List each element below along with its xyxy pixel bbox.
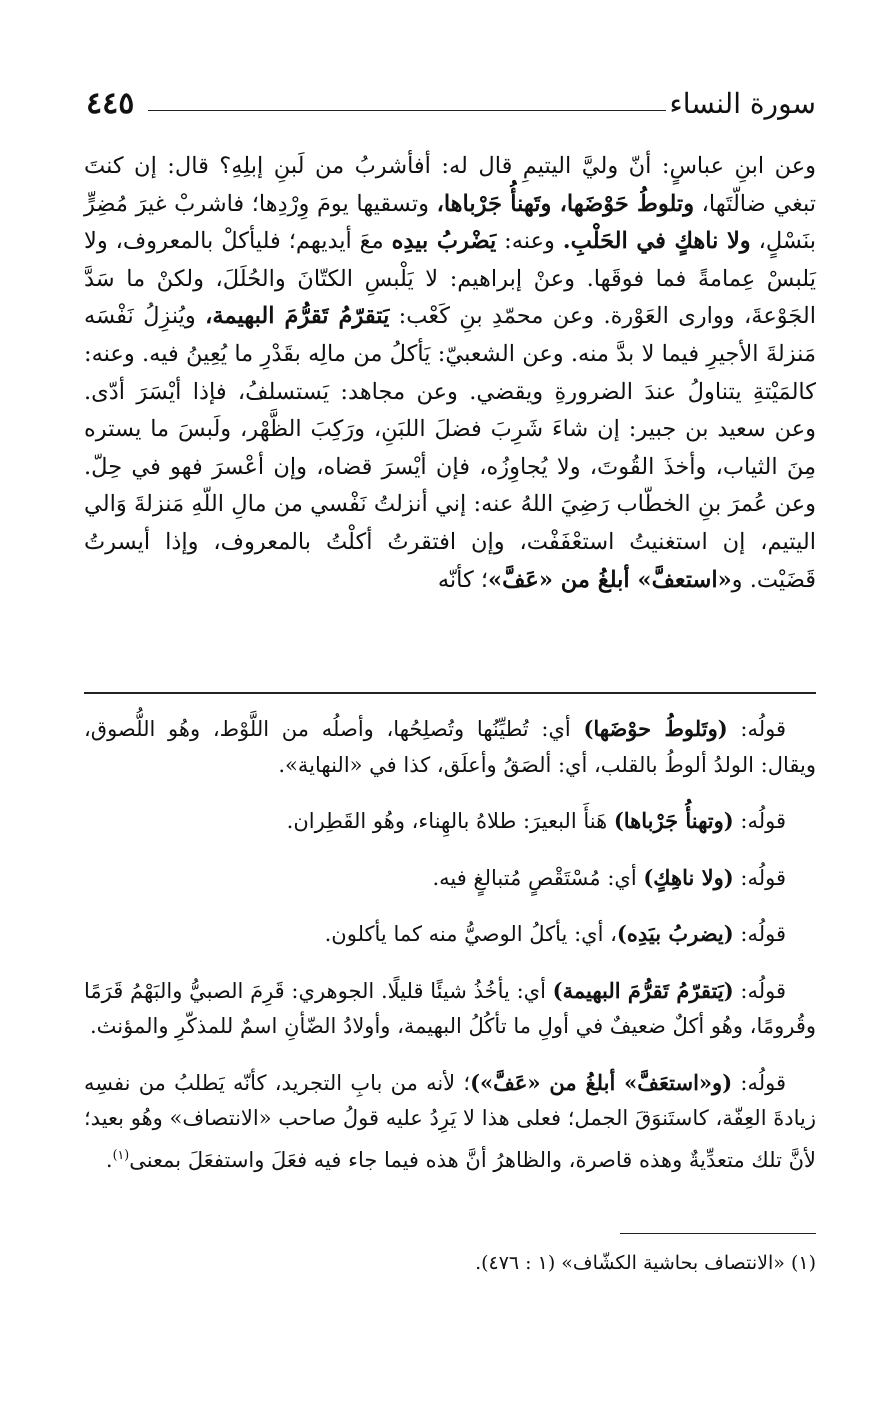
note-text: أي: مُسْتَقْصٍ مُتبالغٍ فيه. bbox=[432, 865, 644, 890]
note-text: أي: يأخُذُ شيئًا قليلًا. الجوهري: قَرِمَ الصبيُّ والبَهْمُ قَرَمًا وقُرومًا، وهُو أكلٌ ضعيفٌ في أولِ ما تأكُلُ البهيمة، وأولادُ الضّأنِ اسمٌ للمذكّرِ والمؤنث. bbox=[84, 978, 816, 1038]
note-label: قولُه: bbox=[732, 1070, 786, 1095]
commentary-note bbox=[84, 860, 816, 897]
note-text: ، أي: يأكلُ الوصيُّ منه كما يأكلون. bbox=[324, 922, 617, 946]
note-lemma: (و«استعَفَّ» أبلغُ من «عَفَّ») bbox=[470, 1069, 733, 1095]
note-lemma: (وتَلوطُ حوْضَها) bbox=[583, 716, 728, 741]
note-label: قولُه: bbox=[727, 717, 786, 741]
main-bold-segment: يَتقرّمُ تَقرُّمَ البهيمة، bbox=[205, 303, 390, 330]
note-lemma: (يَتقرّمُ تَقرُّمَ البهيمة) bbox=[552, 977, 734, 1003]
footnote-marker: (١) bbox=[112, 1146, 130, 1162]
main-text bbox=[84, 148, 816, 599]
main-text-segment: وعن ابنِ عباسٍ: أنّ وليَّ اليتيمِ قال له: أفأشربُ من لَبنِ إبلِهِ؟ قال: إن كنتَ تبغي ضالّتَها، bbox=[84, 153, 817, 217]
note-text: ؛ لأنه من بابِ التجريد، كأنّه يَطلبُ من نفسِه زيادةَ العِفّة، كاستَنوَقَ الجمل؛ فعلى هذا لا يَرِدُ عليه قولُ صاحب «الانتصاف» وهُو بعيد؛ لأنَّ تلك متعدِّيةٌ وهذه قاصرة، والظاهرُ أنَّ هذه فيما جاء فيه فعَلَ واستفعَلَ بمعنى bbox=[84, 1070, 816, 1172]
note-label: قولُه: bbox=[733, 865, 786, 890]
main-bold-segment: يَضْربُ بيدِه bbox=[391, 228, 497, 255]
main-text-segment: معَ أيديهم؛ فليأكلْ بالمعروف، ولا يَلبسْ عِمامةً فما فوقَها. وعنْ إبراهيم: لا يَلْبسِ الكتّانَ والحُلَلَ، ولكنْ ما سَدَّ الجَوْعةَ، ووارى العَوْرة. وعن محمّدِ بنِ كَعْب: bbox=[84, 228, 816, 330]
main-bold-segment: وتلوطُ حَوْضَها، وتَهنأُ جَرْباها، bbox=[436, 190, 695, 217]
main-bold-segment: ولا ناهكٍ في الحَلْبِ. bbox=[562, 228, 751, 255]
commentary-divider bbox=[84, 692, 816, 694]
header-rule bbox=[148, 110, 666, 111]
commentary-note bbox=[84, 803, 816, 840]
footnote-rule bbox=[620, 1233, 816, 1234]
note-lemma: (يضربُ بيَدِه) bbox=[616, 921, 734, 946]
note-text: هَنأَ البعيرَ: طلاهُ بالهِناء، وهُو القَطِران. bbox=[286, 809, 614, 833]
main-text-segment: وعنه: bbox=[496, 228, 563, 255]
note-lemma: (ولا ناهِكٍ) bbox=[643, 864, 734, 890]
note-lemma: (وتهنأُ جَرْباها) bbox=[613, 808, 734, 833]
page-header bbox=[86, 84, 816, 124]
note-label: قولُه: bbox=[733, 922, 786, 946]
note-end: . bbox=[105, 1147, 113, 1172]
main-text-segment: ويُنزِلُ نَفْسَه مَنزلةَ الأجيرِ فيما لا بدَّ منه. وعن الشعبيّ: يَأكلُ من مالِه بقَدْرِ ما يُعِينُ فيه. وعنه: كالمَيْتةِ يتناولُ عندَ الضرورةِ ويقضي. وعن مجاهد: يَستسلفُ، فإذا أيْسَرَ أدّى. وعن سعيد بن جبير: إن شاءَ شَرِبَ فضلَ اللبَنِ، ورَكِبَ الظَّهْر، ولَبسَ ما يستره مِنَ الثياب، وأخذَ القُوتَ، ولا يُجاوِزُه، فإن أيْسرَ قضاه، وإن أعْسرَ فهو في حِلّ. وعن عُمرَ بنِ الخطّاب رَضِيَ اللهُ عنه: إني أنزلتُ نَفْسي من مالِ اللّهِ مَنزلةَ وَالي اليتيم، إن استغنيتُ استعْفَفْت، وإن افتقرتُ أكلْتُ بالمعروف، وإذا أيسرتُ قَضَيْت. و bbox=[84, 303, 816, 593]
footnote: (١) «الانتصاف بحاشية الكشّاف» (١ : ٤٧٦). bbox=[475, 1252, 816, 1274]
page-number: ٤٤٥ bbox=[86, 86, 135, 121]
note-label: قولُه: bbox=[733, 978, 787, 1003]
note-text: أي: تُطيِّنُها وتُصلِحُها، وأصلُه من اللَّوْط، وهُو اللُّصوق، ويقال: الولدُ ألوطُ بالقلب، أي: ألصَقُ وأعلَق، كذا في «النهاية». bbox=[84, 717, 816, 777]
main-paragraph bbox=[84, 148, 816, 599]
main-bold-segment: «استعفَّ» أبلغُ من «عَفَّ» bbox=[488, 566, 732, 593]
commentary-note bbox=[84, 973, 816, 1045]
main-text-segment: وتسقيها يومَ وِرْدِها؛ فاشربْ غيرَ مُضِرٍّ بنَسْلٍ، bbox=[84, 190, 816, 255]
note-label: قولُه: bbox=[733, 809, 786, 833]
commentary bbox=[84, 711, 816, 1178]
commentary-note bbox=[84, 916, 816, 953]
commentary-note bbox=[84, 1065, 816, 1179]
surah-title: سورة النساء bbox=[669, 87, 816, 120]
commentary-note bbox=[84, 711, 816, 783]
main-text-segment: ؛ كأنّه bbox=[437, 566, 489, 593]
